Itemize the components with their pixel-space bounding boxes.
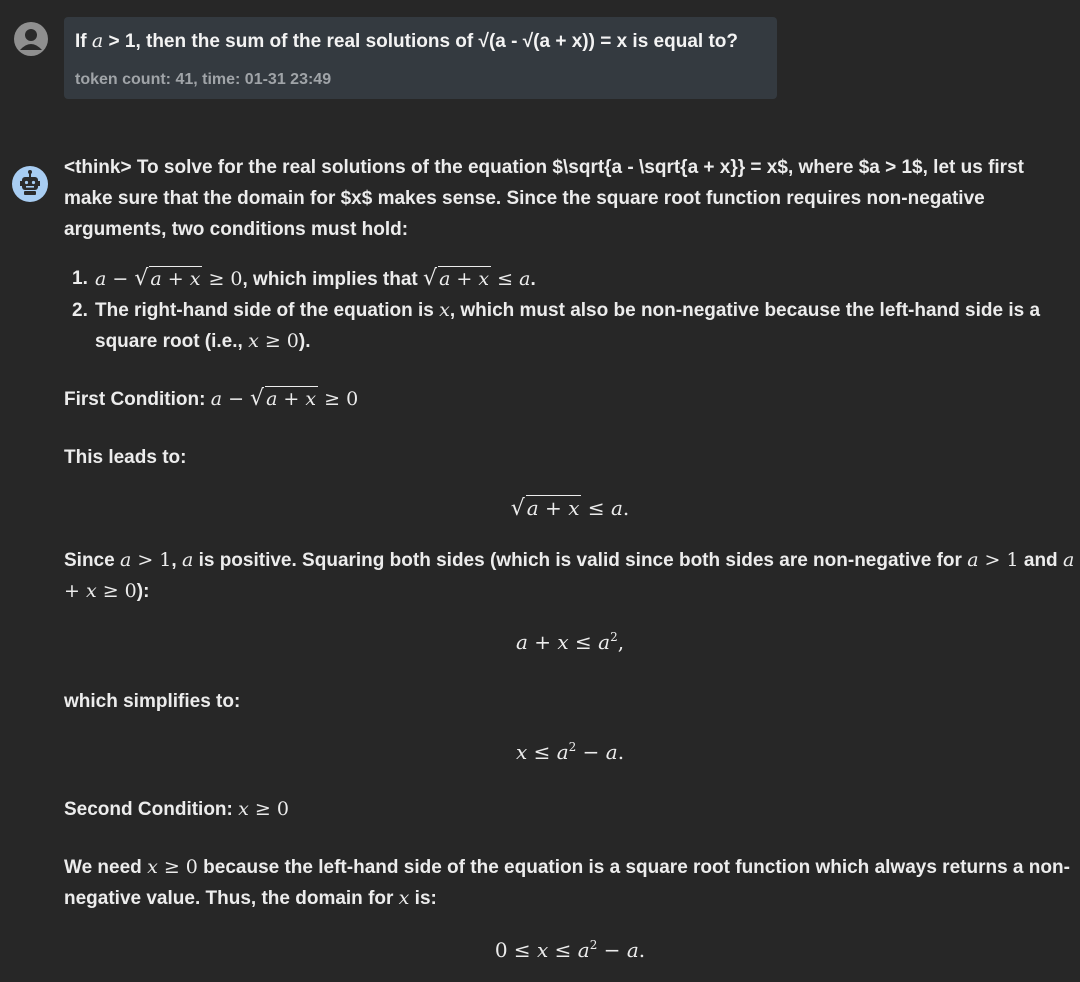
user-message [64,17,777,99]
assistant-avatar [12,166,48,202]
list-item: 1. a − √ a + x ≥ 0, which implies that √ a + x ≤ a. [72,266,536,291]
robot-icon [12,166,48,202]
list-item: 2. The right-hand side of the equation is x, which must also be non-negative because the left-hand side is a square root (i.e., x ≥ 0). [72,299,1041,352]
equation-sqrt-le-a: √ a + x ≤ a. [510,496,630,521]
assistant-message [64,152,1076,966]
user-avatar [14,22,48,56]
leads-to: This leads to: [64,447,187,468]
equation-domain: $0 \le x \le a^2 - a$. [494,938,646,962]
user-question: If a > 1, then the sum of the real solutions of √(a - √(a + x)) = x is equal to? [75,30,738,52]
message-meta: token count: 41, time: 01-31 23:49 [75,71,332,88]
first-condition: First Condition: a − √ a + x ≥ 0 [64,386,359,411]
simplifies-to: which simplifies to: [64,691,241,712]
need-paragraph: We need x ≥ 0 because the left-hand side of the equation is a square root function which always returns a non-negative value. Thus, the domain for x is: [64,856,1070,909]
conditions-list [64,263,1076,357]
second-condition: Second Condition: x ≥ 0 [64,798,289,820]
person-icon [14,22,48,56]
equation-upper-bound: $x \le a^2 - a$. [515,740,625,764]
equation-squared: $a + x \le a^2$, [515,630,625,654]
since-paragraph: Since a > 1, a is positive. Squaring both sides (which is valid since both sides are non-negative for a > 1 and a + x ≥ 0): [64,549,1075,602]
intro-paragraph: <think> To solve for the real solutions of the equation $\sqrt{a - \sqrt{a + x}} = x$, where $a > 1$, let us first make sure that the domain for $x$ makes sense. Since the square root function requires non-negative arguments, two conditions must hold: [64,157,1024,240]
